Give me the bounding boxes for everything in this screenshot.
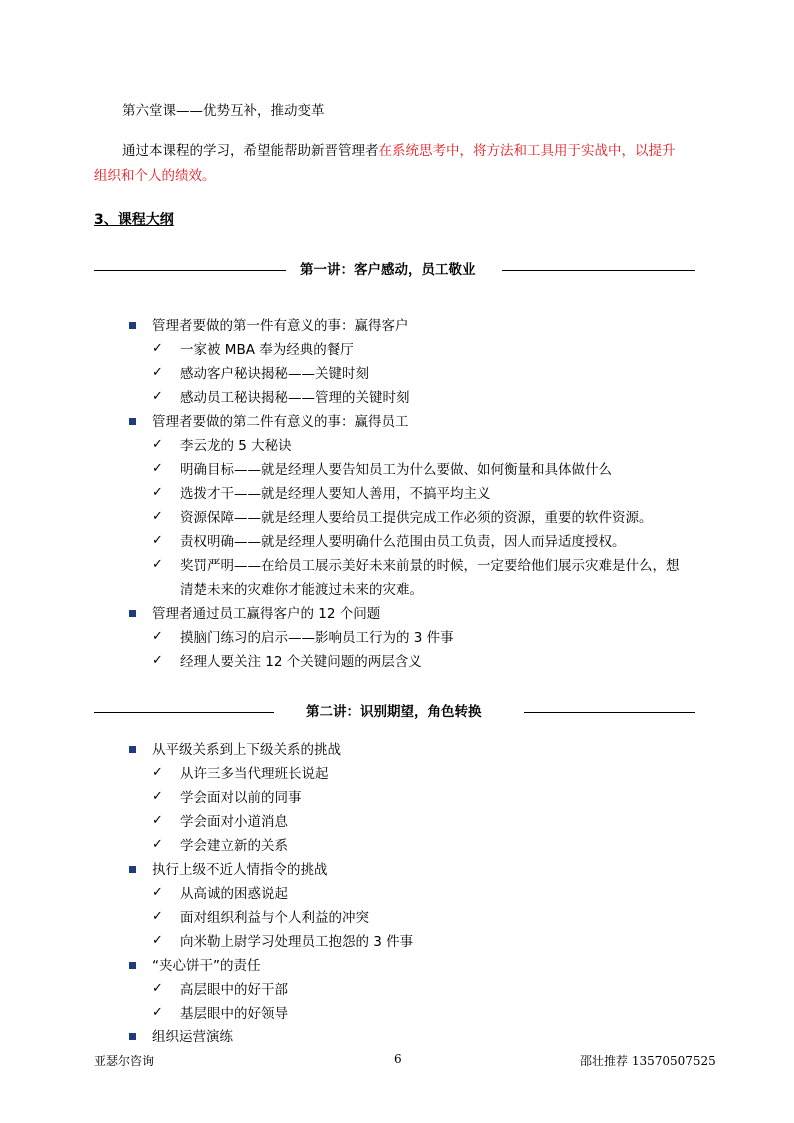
check-icon: ✓ [152, 885, 163, 900]
sub-item: 一家被 MBA 奉为经典的餐厅 [180, 342, 354, 358]
sub-item: 高层眼中的好干部 [180, 982, 288, 998]
check-icon: ✓ [152, 653, 163, 668]
square-bullet-icon [129, 746, 136, 753]
check-icon: ✓ [152, 933, 163, 948]
check-icon: ✓ [152, 389, 163, 404]
check-icon: ✓ [152, 765, 163, 780]
intro-line-2-text: 通过本课程的学习，希望能帮助新晋管理者 [122, 143, 379, 159]
sub-item: 向米勒上尉学习处理员工抱怨的 3 件事 [180, 934, 414, 950]
sub-item: 感动员工秘诀揭秘——管理的关键时刻 [180, 390, 410, 406]
sub-item: 基层眼中的好领导 [180, 1006, 288, 1022]
sub-item: 选拨才干——就是经理人要知人善用，不搞平均主义 [180, 486, 491, 502]
sub-item: 责权明确——就是经理人要明确什么范围由员工负责，因人而异适度授权。 [180, 534, 626, 550]
sub-item: 从高诚的困惑说起 [180, 886, 288, 902]
sub-item: 学会建立新的关系 [180, 838, 288, 854]
list-item: 组织运营演练 [152, 1029, 233, 1045]
sub-item: 学会面对以前的同事 [180, 790, 302, 806]
list-item: “夹心饼干”的责任 [152, 958, 261, 974]
sub-item: 经理人要关注 12 个关键问题的两层含义 [180, 654, 422, 670]
section-title: 3、课程大纲 [94, 212, 174, 228]
check-icon: ✓ [152, 837, 163, 852]
check-icon: ✓ [152, 437, 163, 452]
check-icon: ✓ [152, 461, 163, 476]
lecture-title: 第二讲：识别期望，角色转换 [306, 704, 482, 720]
intro-line-1: 第六堂课——优势互补，推动变革 [122, 103, 325, 119]
intro-line-3-highlight: 组织和个人的绩效。 [94, 168, 216, 184]
sub-item: 从许三多当代理班长说起 [180, 766, 329, 782]
sub-item: 资源保障——就是经理人要给员工提供完成工作必须的资源，重要的软件资源。 [180, 510, 653, 526]
check-icon: ✓ [152, 1005, 163, 1020]
sub-item: 学会面对小道消息 [180, 814, 288, 830]
list-item: 从平级关系到上下级关系的挑战 [152, 742, 341, 758]
list-item: 管理者要做的第一件有意义的事：赢得客户 [152, 318, 409, 334]
check-icon: ✓ [152, 365, 163, 380]
check-icon: ✓ [152, 629, 163, 644]
square-bullet-icon [129, 1033, 136, 1040]
list-item: 管理者要做的第二件有意义的事：赢得员工 [152, 414, 409, 430]
sub-item: 面对组织利益与个人利益的冲突 [180, 910, 369, 926]
divider-line [524, 712, 695, 713]
sub-item: 奖罚严明——在给员工展示美好未来前景的时候，一定要给他们展示灾难是什么，想 [180, 558, 680, 574]
square-bullet-icon [129, 418, 136, 425]
sub-item: 摸脑门练习的启示——影响员工行为的 3 件事 [180, 630, 454, 646]
check-icon: ✓ [152, 981, 163, 996]
divider-line [94, 270, 286, 271]
check-icon: ✓ [152, 909, 163, 924]
check-icon: ✓ [152, 557, 163, 572]
square-bullet-icon [129, 962, 136, 969]
sub-item: 感动客户秘诀揭秘——关键时刻 [180, 366, 369, 382]
divider-line [94, 712, 274, 713]
page-number: 6 [394, 1052, 402, 1066]
square-bullet-icon [129, 610, 136, 617]
list-item: 执行上级不近人情指令的挑战 [152, 862, 328, 878]
sub-item: 明确目标——就是经理人要告知员工为什么要做、如何衡量和具体做什么 [180, 462, 612, 478]
footer-left: 亚瑟尔咨询 [94, 1054, 155, 1068]
check-icon: ✓ [152, 533, 163, 548]
check-icon: ✓ [152, 509, 163, 524]
check-icon: ✓ [152, 485, 163, 500]
check-icon: ✓ [152, 341, 163, 356]
square-bullet-icon [129, 866, 136, 873]
check-icon: ✓ [152, 813, 163, 828]
list-item: 管理者通过员工赢得客户的 12 个问题 [152, 606, 381, 622]
intro-line-2-highlight: 在系统思考中，将方法和工具用于实战中，以提升 [378, 143, 676, 159]
sub-item: 李云龙的 5 大秘诀 [180, 438, 292, 454]
sub-item-continued: 清楚未来的灾难你才能渡过未来的灾难。 [180, 582, 423, 598]
square-bullet-icon [129, 322, 136, 329]
divider-line [502, 270, 695, 271]
footer-right: 邵壮推荐 13570507525 [580, 1054, 716, 1068]
lecture-title: 第一讲：客户感动，员工敬业 [300, 262, 476, 278]
check-icon: ✓ [152, 789, 163, 804]
intro-line-2 [122, 141, 676, 161]
